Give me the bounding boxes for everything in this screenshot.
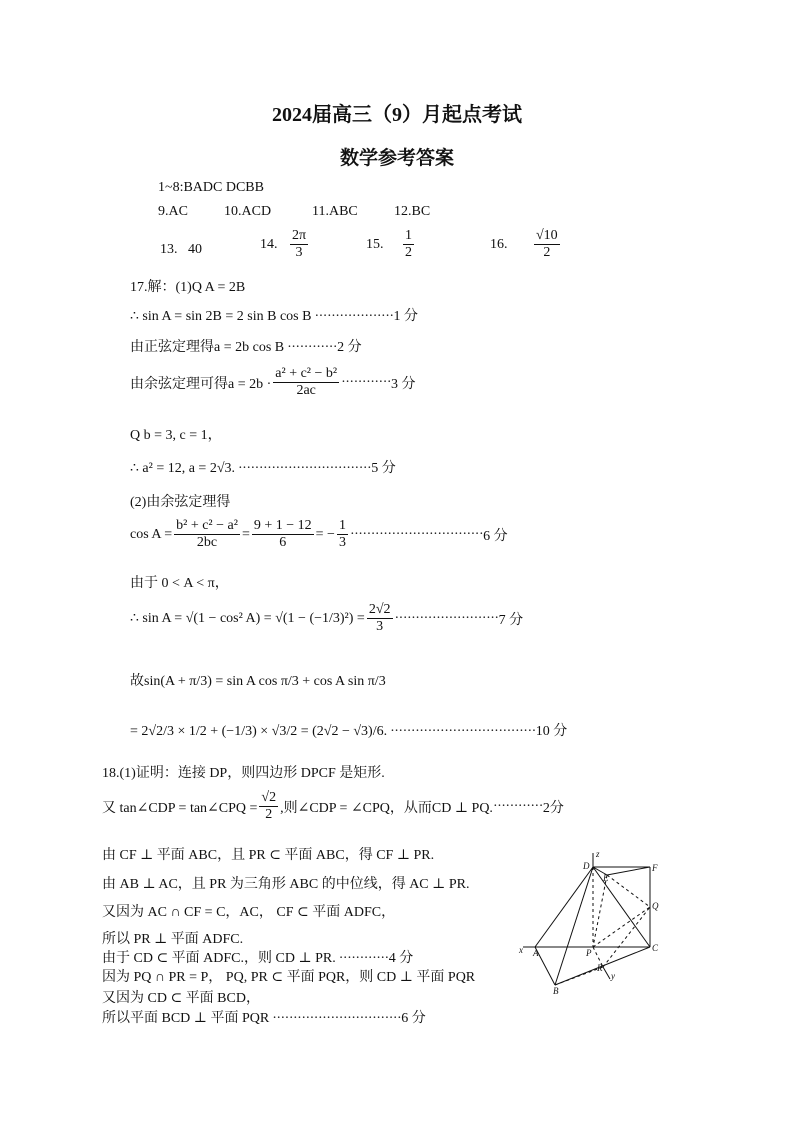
label-F: F [652, 863, 658, 873]
q17-part2-head: (2)由余弦定理得 [130, 495, 231, 510]
q17-line4: Q b = 3, c = 1， [130, 428, 222, 443]
label-Q: Q [652, 901, 659, 911]
answer-15: 15. $\frac{1}{2}$ [366, 228, 412, 261]
q18-line1: 18.(1)证明：连接 DP，则四边形 DPCF 是矩形. [102, 766, 385, 781]
q17-head: 17.解：(1)Q A = 2B [130, 280, 246, 295]
label-R: R [597, 963, 603, 973]
label-x: x [519, 945, 523, 955]
label-D: D [583, 861, 590, 871]
answer-13: 13. 40 [160, 242, 202, 257]
q17-line3: 由余弦定理可得a = 2b · $\frac{\text{a² + c² − b²}}{2ac}$ ············ 3 分 [130, 366, 416, 399]
answer-16: 16. $\frac{√10}{2}$ [490, 228, 558, 261]
geometry-figure [515, 845, 675, 995]
q17-cos-line: cos A = $\frac{\text{b² + c² − a²}}{2bc}$ = $\frac{9 + 1 - 12}{6}$ = − $\frac{1}{3}$ ································ 6 分 [130, 518, 508, 551]
answer-choice-1-8: 1~8:BADC DCBB [158, 180, 264, 195]
answer-11: 11.ABC [312, 204, 358, 219]
answer-14: 14. $\frac{2\pi}{3}$ [260, 228, 307, 261]
answer-9: 9.AC [158, 204, 188, 219]
q17-gu-line: 故sin(A + π/3) = sin A cos π/3 + cos A sin π/3 [130, 674, 386, 689]
label-B: B [553, 986, 559, 995]
page-title: 2024届高三（9）月起点考试 [272, 104, 522, 126]
page-subtitle: 数学参考答案 [339, 148, 454, 169]
q17-range: 由于 0 < A < π， [130, 576, 229, 591]
q18-line5: 又因为 AC ∩ CF = C，AC， CF ⊂ 平面 ADFC， [102, 905, 396, 920]
q18-line9: 又因为 CD ⊂ 平面 BCD， [102, 991, 260, 1006]
label-z: z [596, 849, 600, 859]
q17-line2: 由正弦定理得a = 2b cos B ············2 分 [130, 340, 362, 355]
label-y: y [611, 971, 615, 981]
label-C: C [652, 943, 659, 953]
q17-final-line: = 2√2/3 × 1/2 + (−1/3) × √3/2 = (2√2 − √3)/6. ···································10 分 [130, 724, 568, 739]
q17-sin-line: ∴ sin A = √(1 − cos² A) = √(1 − (−1/3)²) = $\frac{2√2}{3}$ ························· 7 分 [130, 602, 524, 635]
q17-line1: ∴ sin A = sin 2B = 2 sin B cos B ···················1 分 [130, 309, 419, 324]
q18-line6: 所以 PR ⊥ 平面 ADFC. [102, 932, 244, 947]
label-A: A [533, 948, 539, 958]
answer-10: 10.ACD [224, 204, 272, 219]
q18-line2: 又 tan∠CDP = tan∠CPQ = $\frac{√2}{2}$ ,则∠CDP = ∠CPQ，从而CD ⊥ PQ. ············ 2分 [102, 790, 564, 823]
answer-12: 12.BC [394, 204, 431, 219]
q18-line4: 由 AB ⊥ AC，且 PR 为三角形 ABC 的中位线，得 AC ⊥ PR. [102, 877, 470, 892]
q18-line10: 所以平面 BCD ⊥ 平面 PQR ·······························6 分 [102, 1011, 426, 1026]
label-P: P [586, 948, 592, 958]
q18-line8: 因为 PQ ∩ PR = P， PQ, PR ⊂ 平面 PQR，则 CD ⊥ 平面 PQR [102, 970, 476, 985]
label-E: E [603, 873, 609, 883]
q18-line3: 由 CF ⊥ 平面 ABC，且 PR ⊂ 平面 ABC，得 CF ⊥ PR. [102, 848, 435, 863]
q18-line7: 由于 CD ⊂ 平面 ADFC.，则 CD ⊥ PR. ············4 分 [102, 951, 414, 966]
q17-line5: ∴ a² = 12, a = 2√3. ································5 分 [130, 461, 396, 476]
